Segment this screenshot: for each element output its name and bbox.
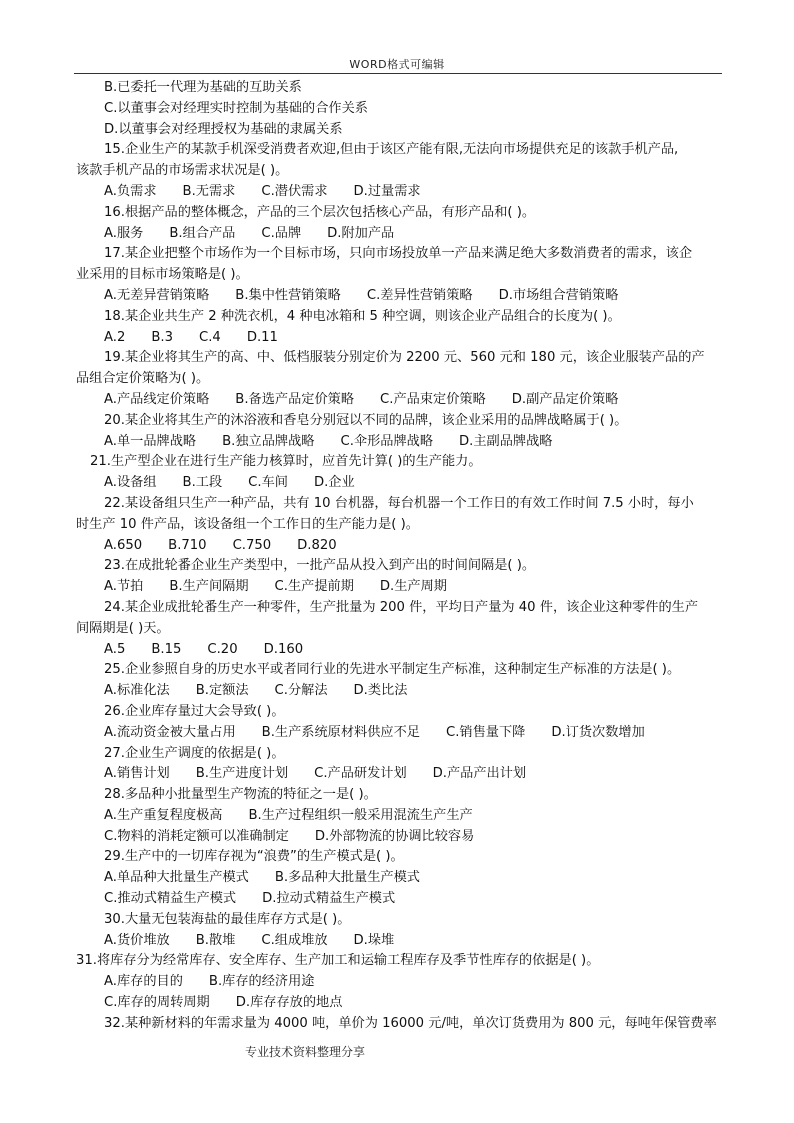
question-stem-continued: 业采用的目标市场策略是( )。 xyxy=(76,267,249,283)
answer-option: D.副产品定价策略 xyxy=(511,391,619,407)
answer-option: C.品牌 xyxy=(261,225,302,241)
answer-option: B.组合产品 xyxy=(169,225,236,241)
answer-options-row xyxy=(76,328,722,349)
answer-option: A.2 xyxy=(104,329,126,345)
document-body xyxy=(76,78,722,1035)
answer-option: B.710 xyxy=(168,537,207,553)
answer-option: B.3 xyxy=(151,329,174,345)
answer-option: C.产品研发计划 xyxy=(314,766,407,782)
answer-option: A.负需求 xyxy=(104,183,157,199)
question-stem: 24.某企业成批轮番生产一种零件，生产批量为 200 件，平均日产量为 40 件，该企业这种零件的生产 xyxy=(104,599,699,615)
answer-option: B.备选产品定价策略 xyxy=(235,391,355,407)
answer-option: C.产品束定价策略 xyxy=(380,391,486,407)
question-stem: 28.多品种小批量型生产物流的特征之一是( )。 xyxy=(104,787,377,803)
answer-option: A.单品种大批量生产模式 xyxy=(104,870,249,886)
question-stem: 29.生产中的一切库存视为“浪费”的生产模式是( )。 xyxy=(104,849,404,865)
answer-option: C.物料的消耗定额可以准确制定 xyxy=(104,828,289,844)
answer-option: D.820 xyxy=(297,537,337,553)
answer-option: C.以董事会对经理实时控制为基础的合作关系 xyxy=(104,100,368,116)
answer-option: A.5 xyxy=(104,641,126,657)
answer-options-row xyxy=(76,224,722,245)
answer-option: B.已委托一代理为基础的互助关系 xyxy=(104,80,302,95)
answer-option: C.库存的周转周期 xyxy=(104,995,210,1011)
question-stem: 21.生产型企业在进行生产能力核算时，应首先计算( )的生产能力。 xyxy=(90,454,482,470)
answer-option: B.独立品牌战略 xyxy=(222,433,315,449)
answer-options-row xyxy=(76,764,722,785)
answer-options-row xyxy=(76,286,722,307)
question-stem: 16.根据产品的整体概念，产品的三个层次包括核心产品，有形产品和( )。 xyxy=(104,204,536,220)
answer-option: B.15 xyxy=(151,641,182,657)
answer-option: C.4 xyxy=(199,329,221,345)
answer-option: C.推动式精益生产模式 xyxy=(104,891,237,907)
answer-option: D.主副品牌战略 xyxy=(459,433,553,449)
answer-option: A.650 xyxy=(104,537,143,553)
answer-option: B.生产间隔期 xyxy=(169,579,249,595)
question-stem-continued: 间隔期是( )天。 xyxy=(76,620,170,636)
answer-option: B.库存的经济用途 xyxy=(208,974,315,990)
answer-option: B.多品种大批量生产模式 xyxy=(274,870,420,886)
answer-option: A.货价堆放 xyxy=(104,932,170,948)
answer-option: D.11 xyxy=(246,329,278,345)
question-stem: 25.企业参照自身的历史水平或者同行业的先进水平制定生产标准，这种制定生产标准的方法是( )。 xyxy=(104,662,681,678)
answer-option: D.外部物流的协调比较容易 xyxy=(314,828,475,844)
answer-option: C.车间 xyxy=(248,475,288,491)
question-stem: 23.在成批轮番企业生产类型中，一批产品从投入到产出的时间间隔是( )。 xyxy=(104,558,536,574)
page-header: WORD格式可编辑 xyxy=(349,58,445,71)
question-stem: 32.某种新材料的年需求量为 4000 吨，单价为 16000 元/吨，单次订货费用为 800 元，每吨年保管费率 xyxy=(104,1015,717,1031)
answer-options-row xyxy=(76,473,722,494)
answer-option: A.生产重复程度极高 xyxy=(104,807,223,823)
answer-option: D.企业 xyxy=(313,475,355,491)
answer-option: B.生产过程组织一般采用混流生产生产 xyxy=(248,807,473,823)
answer-option: D.生产周期 xyxy=(379,579,447,595)
question-stem: 31.将库存分为经常库存、安全库存、生产加工和运输工程库存及季节性库存的依据是( )。 xyxy=(76,953,600,969)
answer-options-row xyxy=(76,806,722,827)
answer-options-row xyxy=(76,931,722,952)
answer-options-row xyxy=(76,390,722,411)
answer-options-row xyxy=(76,827,722,848)
answer-options-row xyxy=(76,681,722,702)
answer-option: C.分解法 xyxy=(274,683,328,699)
answer-option: A.无差异营销策略 xyxy=(104,287,210,303)
answer-options-row xyxy=(76,972,722,993)
answer-options-row xyxy=(76,723,722,744)
question-stem: 22.某设备组只生产一种产品，共有 10 台机器，每台机器一个工作日的有效工作时间 7.5 小时，每小 xyxy=(104,495,694,511)
answer-option: D.产品产出计划 xyxy=(432,766,527,782)
page-footer: 专业技术资料整理分享 xyxy=(244,1045,365,1059)
answer-options-row xyxy=(76,889,722,910)
answer-option: B.无需求 xyxy=(182,183,236,199)
answer-option: B.工段 xyxy=(182,475,223,491)
answer-option: A.单一品牌战略 xyxy=(104,433,197,449)
answer-option: B.集中性营销策略 xyxy=(235,287,341,303)
answer-option: A.库存的目的 xyxy=(104,974,183,990)
answer-option: D.160 xyxy=(263,641,304,657)
answer-option: D.拉动式精益生产模式 xyxy=(262,891,396,907)
answer-options-row xyxy=(76,432,722,453)
answer-option: D.市场组合营销策略 xyxy=(498,287,619,303)
header-divider xyxy=(74,73,722,74)
answer-options-row xyxy=(76,868,722,889)
answer-option: D.库存存放的地点 xyxy=(235,995,343,1011)
question-stem: 30.大量无包装海盐的最佳库存方式是( )。 xyxy=(104,911,351,927)
question-stem: 18.某企业共生产 2 种洗衣机，4 种电冰箱和 5 种空调，则该企业产品组合的长度为( )。 xyxy=(104,308,621,324)
question-stem: 17.某企业把整个市场作为一个目标市场，只向市场投放单一产品来满足绝大多数消费者的需求，该企 xyxy=(104,246,693,262)
answer-option: C.750 xyxy=(232,537,272,553)
answer-option: C.销售量下降 xyxy=(445,724,526,740)
answer-option: D.以董事会对经理授权为基础的隶属关系 xyxy=(104,121,343,137)
answer-option: A.设备组 xyxy=(104,475,157,491)
answer-option: C.差异性营销策略 xyxy=(366,287,473,303)
answer-options-row xyxy=(76,577,722,598)
answer-option: A.服务 xyxy=(104,225,144,241)
question-stem: 20.某企业将其生产的沐浴液和香皂分别冠以不同的品牌，该企业采用的品牌战略属于( )。 xyxy=(104,412,628,428)
answer-option: B.生产系统原材料供应不足 xyxy=(261,724,420,740)
question-stem: 19.某企业将其生产的高、中、低档服装分别定价为 2200 元、560 元和 180 元，该企业服装产品的产 xyxy=(104,350,705,366)
answer-option: D.垛堆 xyxy=(353,932,395,948)
answer-options-row xyxy=(76,993,722,1014)
answer-option: D.附加产品 xyxy=(327,225,395,241)
answer-option: C.组成堆放 xyxy=(261,932,328,948)
answer-option: B.散堆 xyxy=(195,932,236,948)
question-stem-continued: 品组合定价策略为( )。 xyxy=(76,371,210,387)
answer-option: C.伞形品牌战略 xyxy=(340,433,434,449)
answer-option: A.节拍 xyxy=(104,579,144,595)
question-stem: 15.企业生产的某款手机深受消费者欢迎,但由于该区产能有限,无法向市场提供充足的该款手机产品, xyxy=(104,142,679,158)
answer-option: D.类比法 xyxy=(353,683,408,699)
answer-option: A.流动资金被大量占用 xyxy=(104,724,236,740)
answer-option: A.销售计划 xyxy=(104,766,170,782)
answer-option: C.20 xyxy=(207,641,238,657)
answer-option: C.潜伏需求 xyxy=(261,183,328,199)
answer-options-row xyxy=(76,182,722,203)
answer-option: D.过量需求 xyxy=(353,183,421,199)
answer-option: B.生产进度计划 xyxy=(195,766,289,782)
answer-option: B.定额法 xyxy=(195,683,249,699)
answer-option: A.标准化法 xyxy=(104,683,170,699)
question-stem: 26.企业库存量过大会导致( )。 xyxy=(104,703,285,719)
question-stem: 27.企业生产调度的依据是( )。 xyxy=(104,745,285,761)
answer-option: C.生产提前期 xyxy=(274,579,354,595)
question-stem-continued: 时生产 10 件产品，该设备组一个工作日的生产能力是( )。 xyxy=(76,516,419,532)
answer-option: A.产品线定价策略 xyxy=(104,391,210,407)
answer-option: D.订货次数增加 xyxy=(551,724,645,740)
answer-options-row xyxy=(76,536,722,557)
question-stem-continued: 该款手机产品的市场需求状况是( )。 xyxy=(76,163,289,179)
answer-options-row xyxy=(76,640,722,661)
